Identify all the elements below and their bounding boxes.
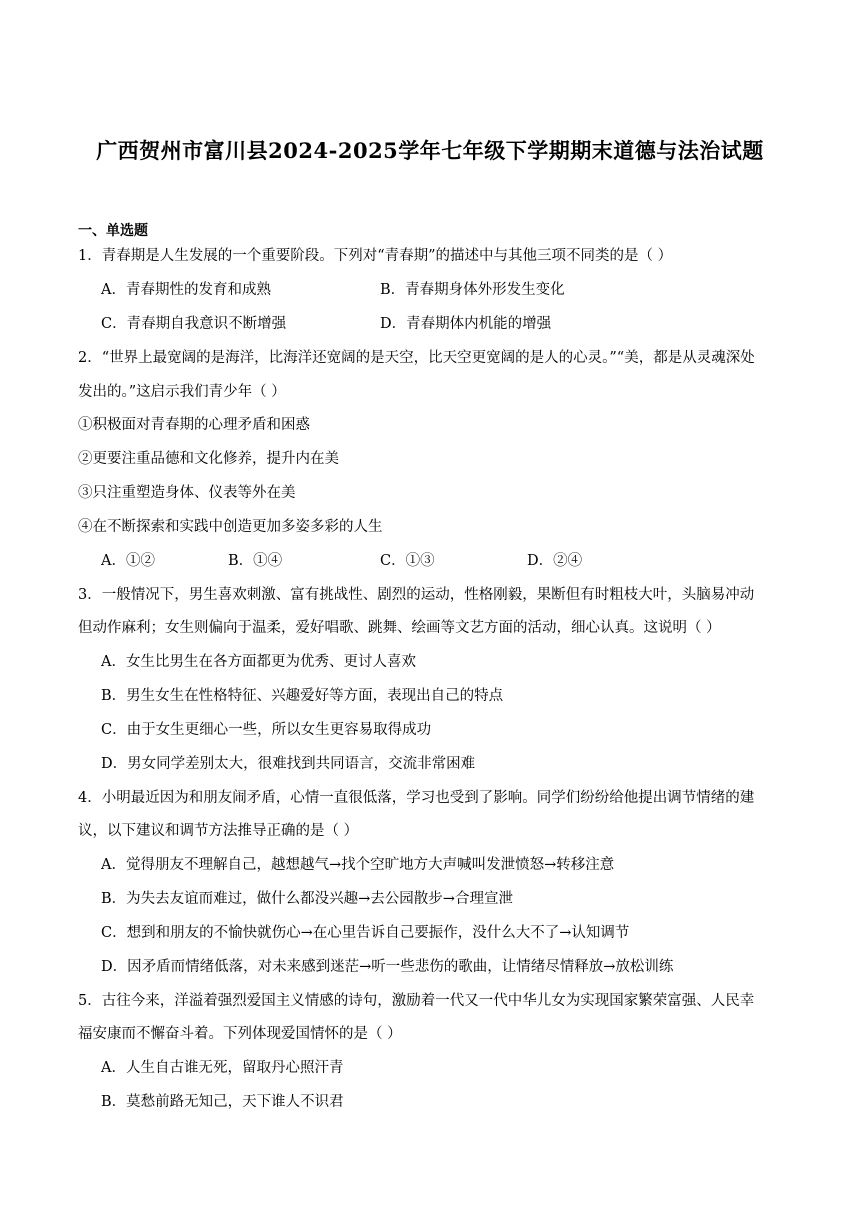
question-3-option-c: C．由于女生更细心一些，所以女生更容易取得成功 [101, 722, 432, 738]
question-4-stem-line-2: 议，以下建议和调节方法推导正确的是（ ） [78, 823, 359, 839]
question-2-stem-line-2: 发出的。”这启示我们青少年（ ） [78, 384, 286, 400]
question-5-stem-line-1: 5．古往今来，洋溢着强烈爱国主义情感的诗句，激励着一代又一代中华儿女为实现国家繁荣富强、人民幸 [78, 993, 755, 1009]
question-1-stem: 1．青春期是人生发展的一个重要阶段。下列对“青春期”的描述中与其他三项不同类的是（ ） [78, 248, 673, 264]
question-3-stem-line-1: 3．一般情况下，男生喜欢刺激、富有挑战性、剧烈的运动，性格刚毅，果断但有时粗枝大叶，头脑易冲动 [78, 587, 755, 603]
question-5-option-a: A．人生自古谁无死，留取丹心照汗青 [101, 1060, 344, 1076]
question-3-option-b: B．男生女生在性格特征、兴趣爱好等方面，表现出自己的特点 [101, 688, 504, 704]
question-5-option-b: B．莫愁前路无知己，天下谁人不识君 [101, 1094, 344, 1110]
question-4-option-b: B．为失去友谊而难过，做什么都没兴趣→去公园散步→合理宣泄 [101, 891, 513, 907]
question-2-statement-2: ②更要注重品德和文化修养，提升内在美 [78, 451, 339, 467]
question-1-option-d: D．青春期体内机能的增强 [380, 316, 552, 332]
question-1-option-a: A．青春期性的发育和成熟 [101, 282, 271, 298]
question-2-statement-1: ①积极面对青春期的心理矛盾和困惑 [78, 417, 310, 433]
question-1-option-b: B．青春期身体外形发生变化 [380, 282, 565, 298]
question-2-statement-3: ③只注重塑造身体、仪表等外在美 [78, 485, 296, 501]
question-3-stem-line-2: 但动作麻利；女生则偏向于温柔，爱好唱歌、跳舞、绘画等文艺方面的活动，细心认真。这说明（ ） [78, 620, 721, 636]
question-4-option-c: C．想到和朋友的不愉快就伤心→在心里告诉自己要振作，没什么大不了→认知调节 [101, 925, 630, 941]
question-5-stem-line-2: 福安康而不懈奋斗着。下列体现爱国情怀的是（ ） [78, 1026, 402, 1042]
question-2-option-b: B．①④ [228, 553, 283, 569]
question-3-option-a: A．女生比男生在各方面都更为优秀、更讨人喜欢 [101, 654, 416, 670]
question-2-option-d: D．②④ [527, 553, 583, 569]
question-2-option-c: C．①③ [380, 553, 435, 569]
question-1-option-c: C．青春期自我意识不断增强 [101, 316, 287, 332]
question-2-stem-line-1: 2．“世界上最宽阔的是海洋，比海洋还宽阔的是天空，比天空更宽阔的是人的心灵。”“美，都是从灵魂深处 [78, 350, 755, 366]
section-heading: 一、单选题 [78, 223, 148, 239]
question-4-option-a: A．觉得朋友不理解自己，越想越气→找个空旷地方大声喊叫发泄愤怒→转移注意 [101, 857, 615, 873]
question-2-statement-4: ④在不断探索和实践中创造更加多姿多彩的人生 [78, 519, 383, 535]
question-4-stem-line-1: 4．小明最近因为和朋友闹矛盾，心情一直很低落，学习也受到了影响。同学们纷纷给他提出调节情绪的建 [78, 790, 755, 806]
question-3-option-d: D．男女同学差别太大，很难找到共同语言，交流非常困难 [101, 756, 476, 772]
question-2-option-a: A．①② [101, 553, 155, 569]
question-4-option-d: D．因矛盾而情绪低落，对未来感到迷茫→听一些悲伤的歌曲，让情绪尽情释放→放松训练 [101, 959, 674, 975]
exam-title: 广西贺州市富川县2024-2025学年七年级下学期期末道德与法治试题 [96, 138, 764, 163]
